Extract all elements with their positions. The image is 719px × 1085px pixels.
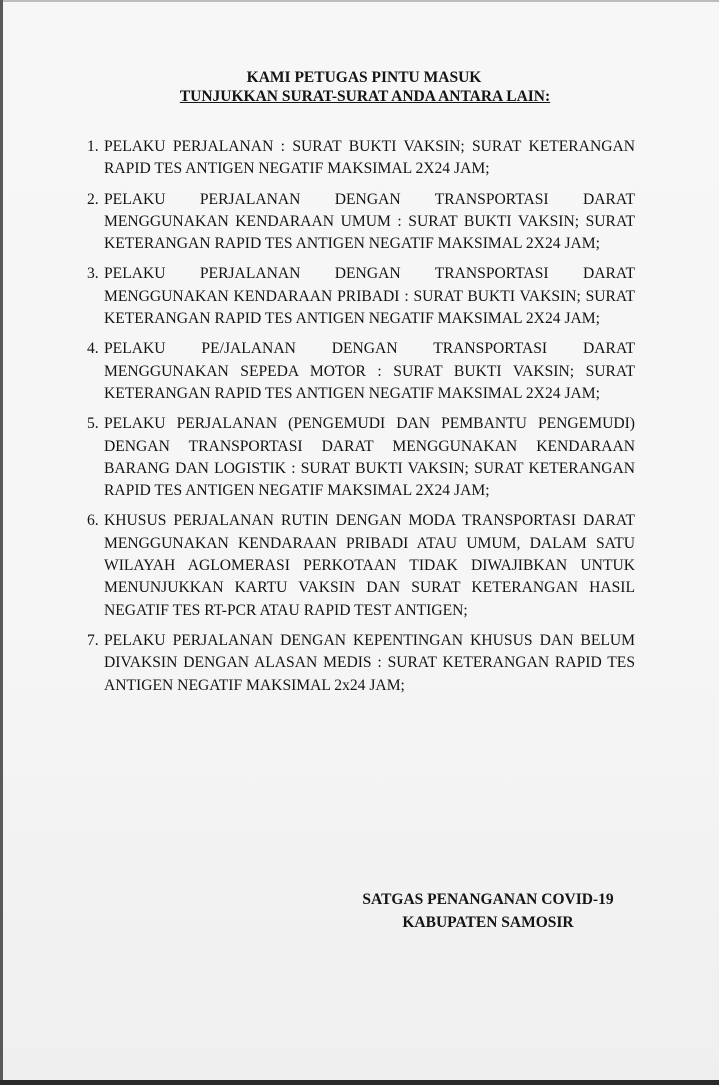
item-number: 6.	[87, 512, 99, 530]
item-text: PELAKU PERJALANAN (PENGEMUDI DAN PEMBANTU PENGEMUDI) DENGAN TRANSPORTASI DARAT MENGGUNAKAN KENDARAAN BARANG DAN LOGISTIK : SURAT BUKTI VAKSIN; SURAT KETERANGAN RAPID TES ANTIGEN NEGATIF MAKSIMAL 2X24 JAM;	[104, 415, 635, 500]
item-number: 5.	[87, 415, 99, 433]
document-page	[3, 2, 719, 1080]
item-number: 4.	[87, 340, 99, 358]
item-text: KHUSUS PERJALANAN RUTIN DENGAN MODA TRANSPORTASI DARAT MENGGUNAKAN KENDARAAN PRIBADI ATAU UMUM, DALAM SATU WILAYAH AGLOMERASI PERKOTAAN TIDAK DIWAJIBKAN UNTUK MENUNJUKKAN KARTU VAKSIN DAN SURAT KETERANGAN HASIL NEGATIF TES RT-PCR ATAU RAPID TEST ANTIGEN;	[104, 512, 635, 619]
list-item	[87, 510, 635, 621]
image-frame-bottom	[0, 1080, 719, 1085]
item-text: PELAKU PERJALANAN DENGAN TRANSPORTASI DARAT MENGGUNAKAN KENDARAAN UMUM : SURAT BUKTI VAKSIN; SURAT KETERANGAN RAPID TES ANTIGEN NEGATIF MAKSIMAL 2X24 JAM;	[104, 190, 635, 253]
item-text: PELAKU PERJALANAN DENGAN KEPENTINGAN KHUSUS DAN BELUM DIVAKSIN DENGAN ALASAN MEDIS : SURAT KETERANGAN RAPID TES ANTIGEN NEGATIF MAKSIMAL 2x24 JAM;	[104, 631, 635, 694]
header-title-line1: KAMI PETUGAS PINTU MASUK	[246, 69, 482, 86]
list-item	[87, 136, 635, 181]
item-number: 1.	[87, 138, 99, 155]
item-text: PELAKU PERJALANAN DENGAN TRANSPORTASI DARAT MENGGUNAKAN KENDARAAN PRIBADI : SURAT BUKTI VAKSIN; SURAT KETERANGAN RAPID TES ANTIGEN NEGATIF MAKSIMAL 2X24 JAM;	[104, 265, 635, 328]
signature-line1: SATGAS PENANGANAN COVID-19	[362, 891, 614, 908]
item-number: 3.	[87, 265, 99, 283]
requirements-list	[87, 136, 635, 705]
list-item	[87, 338, 635, 405]
list-item	[87, 413, 635, 502]
signature-line2: KABUPATEN SAMOSIR	[402, 914, 574, 931]
document-header	[3, 68, 719, 106]
item-text: PELAKU PERJALANAN : SURAT BUKTI VAKSIN; SURAT KETERANGAN RAPID TES ANTIGEN NEGATIF MAKSIMAL 2X24 JAM;	[104, 138, 635, 178]
header-title-line2: TUNJUKKAN SURAT-SURAT ANDA ANTARA LAIN:	[179, 88, 551, 105]
item-number: 2.	[87, 190, 99, 208]
item-text: PELAKU PE/JALANAN DENGAN TRANSPORTASI DARAT MENGGUNAKAN SEPEDA MOTOR : SURAT BUKTI VAKSIN; SURAT KETERANGAN RAPID TES ANTIGEN NEGATIF MAKSIMAL 2X24 JAM;	[104, 340, 635, 402]
item-number: 7.	[87, 631, 99, 649]
list-item	[87, 189, 635, 256]
list-item	[87, 630, 635, 697]
signature-block	[343, 888, 633, 934]
list-item	[87, 263, 635, 330]
